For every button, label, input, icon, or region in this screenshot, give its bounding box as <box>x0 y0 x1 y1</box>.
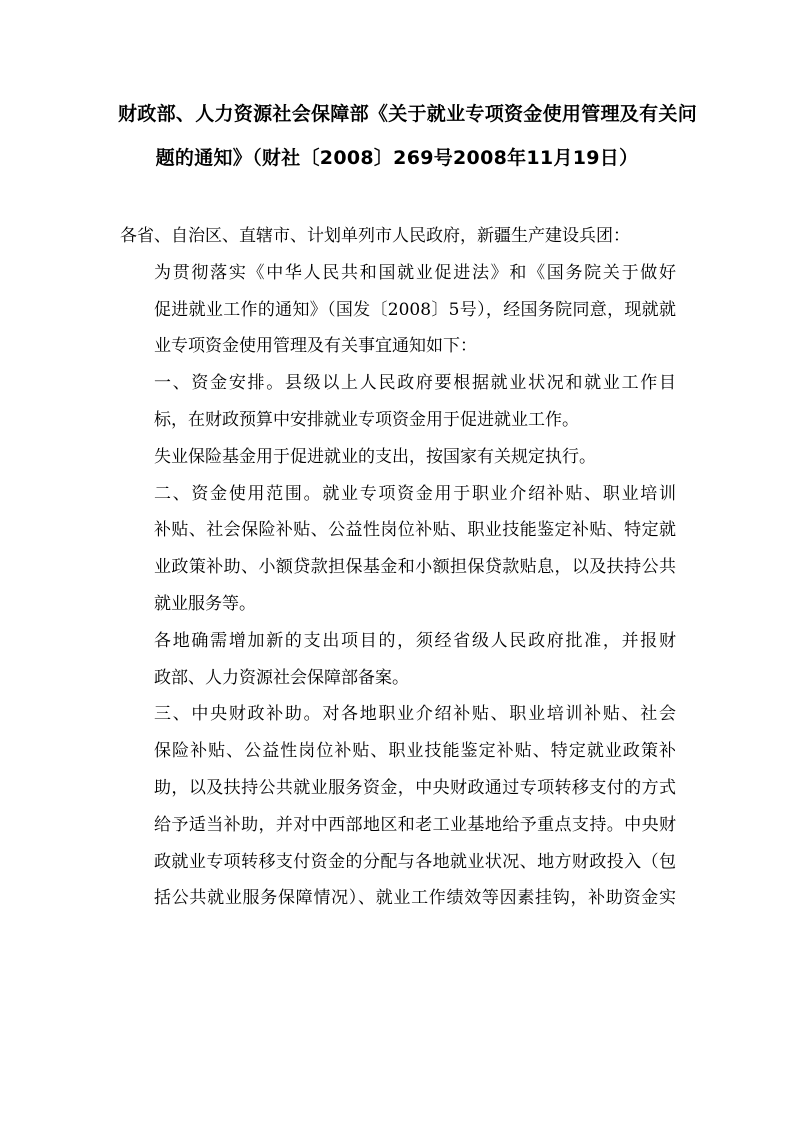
paragraph-line: 就业服务等。 <box>154 593 256 614</box>
document-body <box>120 218 676 917</box>
paragraph-section-1 <box>120 365 676 439</box>
salutation-line: 各省、自治区、直辖市、计划单列市人民政府，新疆生产建设兵团： <box>120 226 630 246</box>
paragraph-intro <box>120 255 676 365</box>
paragraph-line: 为贯彻落实《中华人民共和国就业促进法》和《国务院关于做好 <box>154 262 676 283</box>
paragraph-line: 促进就业工作的通知》（国发〔2008〕5号），经国务院同意，现就就 <box>154 299 676 320</box>
paragraph-section-3 <box>120 696 676 917</box>
paragraph-line: 助，以及扶持公共就业服务资金，中央财政通过专项转移支付的方式 <box>154 777 676 798</box>
paragraph-new-expenditure <box>120 623 676 697</box>
paragraph-section-2 <box>120 476 676 623</box>
paragraph-line: 业专项资金使用管理及有关事宜通知如下： <box>154 336 477 357</box>
paragraph-unemployment-insurance <box>120 439 676 476</box>
paragraph-line: 一、资金安排。县级以上人民政府要根据就业状况和就业工作目 <box>154 373 676 394</box>
paragraph-line: 补贴、社会保险补贴、公益性岗位补贴、职业技能鉴定补贴、特定就 <box>154 520 676 541</box>
paragraph-line: 三、中央财政补助。对各地职业介绍补贴、职业培训补贴、社会 <box>154 704 676 725</box>
paragraph-line: 业政策补助、小额贷款担保基金和小额担保贷款贴息，以及扶持公共 <box>154 557 676 578</box>
title-line: 财政部、人力资源社会保障部《关于就业专项资金使用管理及有关问 <box>118 103 698 125</box>
paragraph-line: 政部、人力资源社会保障部备案。 <box>154 667 409 688</box>
paragraph-line: 标，在财政预算中安排就业专项资金用于促进就业工作。 <box>154 409 579 430</box>
paragraph-line: 二、资金使用范围。就业专项资金用于职业介绍补贴、职业培训 <box>154 483 676 504</box>
paragraph-line: 各地确需增加新的支出项目的，须经省级人民政府批准，并报财 <box>154 630 676 651</box>
paragraph-line: 政就业专项转移支付资金的分配与各地就业状况、地方财政投入（包 <box>154 851 676 872</box>
paragraph-line: 括公共就业服务保障情况）、就业工作绩效等因素挂钩，补助资金实 <box>154 888 676 909</box>
paragraph-line: 失业保险基金用于促进就业的支出，按国家有关规定执行。 <box>154 446 596 467</box>
paragraph-line: 保险补贴、公益性岗位补贴、职业技能鉴定补贴、特定就业政策补 <box>154 741 676 762</box>
title-line: 题的通知》（财社〔2008〕269号2008年11月19日） <box>155 147 639 169</box>
document-title <box>118 92 698 180</box>
paragraph-line: 给予适当补助，并对中西部地区和老工业基地给予重点支持。中央财 <box>154 814 676 835</box>
salutation <box>120 218 676 255</box>
